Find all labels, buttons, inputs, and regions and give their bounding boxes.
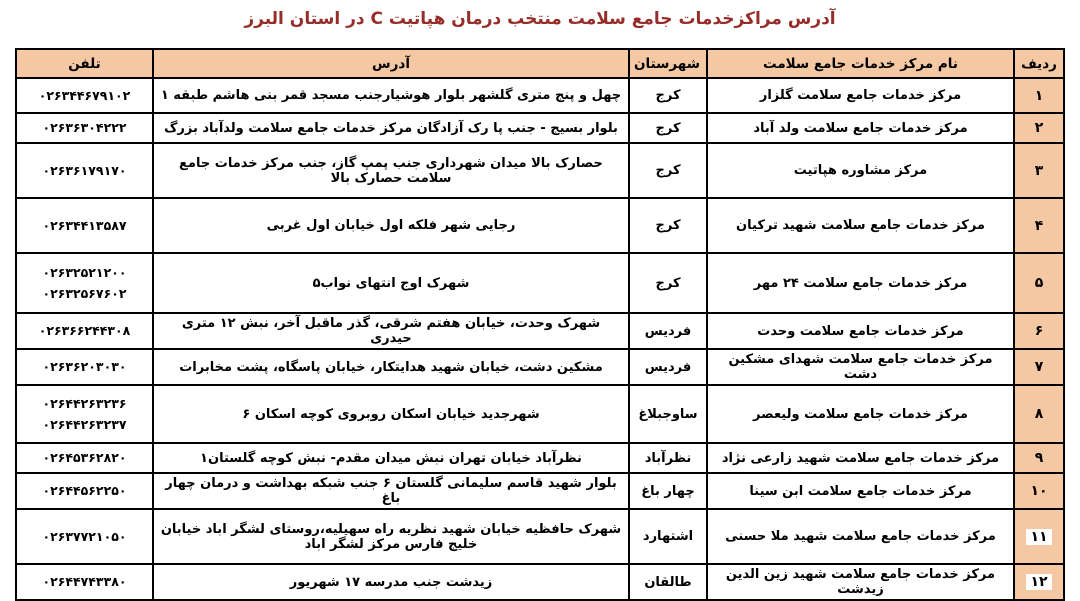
center-name-cell: مرکز خدمات جامع سلامت شهید ملا حسنی [707,509,1014,564]
address-cell: رجایی شهر فلکه اول خیابان اول غربی [153,198,629,253]
phone-number: ۰۲۶۴۴۲۶۳۲۳۶ [42,395,127,411]
county-cell: کرج [629,198,707,253]
table-row [16,443,1064,473]
county-cell: فردیس [629,349,707,385]
column-header-center-name: نام مرکز خدمات جامع سلامت [707,49,1014,78]
phone-number: ۰۲۶۳۷۷۲۱۰۵۰ [42,528,127,544]
table-row [16,143,1064,198]
column-header-row-number: ردیف [1014,49,1064,78]
phone-cell [16,385,153,443]
row-number: ۸ [1034,406,1044,422]
center-name-cell: مرکز خدمات جامع سلامت شهدای مشکین دشت [707,349,1014,385]
center-name-cell: مرکز خدمات جامع سلامت ولد آباد [707,113,1014,143]
phone-cell [16,313,153,349]
phone-cell [16,509,153,564]
row-number-cell [1014,443,1064,473]
address-cell: شهرک حافظیه خیابان شهید نظریه راه سهیلیه،روستای لشگر اباد خیابان خلیج فارس مرکز لشگر اباد [153,509,629,564]
county-cell: کرج [629,113,707,143]
table-row [16,509,1064,564]
phone-number: ۰۲۶۳۶۶۲۴۴۳۰۸ [38,323,131,339]
address-cell: حصارک بالا میدان شهرداری جنب پمپ گاز، جنب مرکز خدمات جامع سلامت حصارک بالا [153,143,629,198]
phone-number: ۰۲۶۴۵۳۶۲۸۲۰ [42,450,127,466]
phone-number: ۰۲۶۴۴۷۴۳۳۸۰ [42,574,127,590]
table-row [16,473,1064,509]
phone-cell [16,198,153,253]
row-number-cell [1014,509,1064,564]
phone-cell [16,473,153,509]
county-cell: فردیس [629,313,707,349]
address-cell: چهل و پنج متری گلشهر بلوار هوشیارجنب مسجد قمر بنی هاشم طبقه ۱ [153,78,629,113]
phone-cell [16,564,153,600]
row-number: ۱۲ [1026,574,1051,590]
phone-number: ۰۲۶۳۲۵۲۱۲۰۰ [42,264,127,280]
row-number-cell [1014,253,1064,313]
phone-cell [16,253,153,313]
table-row [16,564,1064,600]
row-number-cell [1014,385,1064,443]
center-name-cell: مرکز خدمات جامع سلامت ۲۴ مهر [707,253,1014,313]
table-row [16,313,1064,349]
center-name-cell: مرکز خدمات جامع سلامت گلزار [707,78,1014,113]
page-title: آدرس مراکزخدمات جامع سلامت منتخب درمان هپاتیت C در استان البرز [244,9,836,29]
center-name-cell: مرکز خدمات جامع سلامت وحدت [707,313,1014,349]
address-cell: بلوار شهید قاسم سلیمانی گلستان ۶ جنب شبکه بهداشت و درمان چهار باغ [153,473,629,509]
county-cell: ساوجبلاغ [629,385,707,443]
phone-cell [16,113,153,143]
row-number: ۱۰ [1030,483,1048,499]
phone-number: ۰۲۶۳۴۴۱۳۵۸۷ [42,217,127,233]
county-cell: کرج [629,78,707,113]
table-header-row [16,49,1064,78]
row-number: ۱ [1034,87,1044,104]
address-cell: نظرآباد خیابان تهران نبش میدان مقدم- نبش کوچه گلستان۱ [153,443,629,473]
row-number-cell [1014,113,1064,143]
health-centers-table [15,48,1065,601]
county-cell: کرج [629,253,707,313]
address-cell: شهرک اوج انتهای نواب۵ [153,253,629,313]
table-row [16,349,1064,385]
center-name-cell: مرکز خدمات جامع سلامت شهید زارعی نژاد [707,443,1014,473]
phone-number: ۰۲۶۳۴۴۶۷۹۱۰۲ [38,87,131,103]
address-cell: مشکین دشت، خیابان شهید هدایتکار، خیابان پاسگاه، پشت مخابرات [153,349,629,385]
row-number: ۶ [1034,323,1044,339]
row-number-cell [1014,198,1064,253]
column-header-address: آدرس [153,49,629,78]
row-number: ۴ [1034,217,1044,234]
column-header-county: شهرستان [629,49,707,78]
county-cell: کرج [629,143,707,198]
phone-cell [16,443,153,473]
center-name-cell: مرکز خدمات جامع سلامت شهید زین الدین زیدشت [707,564,1014,600]
center-name-cell: مرکز مشاوره هپاتیت [707,143,1014,198]
address-cell: بلوار بسیج - جنب پا رک آزادگان مرکز خدمات جامع سلامت ولدآباد بزرگ [153,113,629,143]
address-cell: زیدشت جنب مدرسه ۱۷ شهریور [153,564,629,600]
table-row [16,78,1064,113]
row-number: ۲ [1034,120,1044,136]
phone-cell [16,143,153,198]
row-number-cell [1014,78,1064,113]
table-row [16,253,1064,313]
phone-number: ۰۲۶۴۴۵۶۲۲۵۰ [42,483,127,499]
table-body [16,78,1064,600]
county-cell: اشتهارد [629,509,707,564]
county-cell: نظرآباد [629,443,707,473]
center-name-cell: مرکز خدمات جامع سلامت شهید ترکیان [707,198,1014,253]
table-row [16,198,1064,253]
phone-number: ۰۲۶۳۶۱۷۹۱۷۰ [42,162,127,178]
phone-number: ۰۲۶۳۶۲۰۳۰۳۰ [42,359,127,375]
row-number-cell [1014,143,1064,198]
center-name-cell: مرکز خدمات جامع سلامت ابن سینا [707,473,1014,509]
table-row [16,385,1064,443]
row-number-cell [1014,473,1064,509]
county-cell: طالقان [629,564,707,600]
address-cell: شهرجدید خیابان اسکان روبروی کوچه اسکان ۶ [153,385,629,443]
phone-number: ۰۲۶۳۲۵۶۷۶۰۲ [42,286,127,301]
phone-number: ۰۲۶۴۴۲۶۳۲۳۷ [42,417,127,432]
table-row [16,113,1064,143]
center-name-cell: مرکز خدمات جامع سلامت ولیعصر [707,385,1014,443]
row-number-cell [1014,313,1064,349]
column-header-phone: تلفن [16,49,153,78]
phone-cell [16,78,153,113]
row-number: ۵ [1034,275,1044,291]
address-cell: شهرک وحدت، خیابان هفتم شرقی، گذر ماقبل آخر، نبش ۱۲ متری حیدری [153,313,629,349]
county-cell: چهار باغ [629,473,707,509]
row-number: ۷ [1034,359,1044,375]
row-number: ۹ [1034,450,1044,466]
row-number-cell [1014,349,1064,385]
row-number: ۱۱ [1026,529,1051,545]
phone-cell [16,349,153,385]
row-number: ۳ [1034,162,1044,179]
phone-number: ۰۲۶۳۶۳۰۴۲۲۲ [42,120,127,136]
row-number-cell [1014,564,1064,600]
